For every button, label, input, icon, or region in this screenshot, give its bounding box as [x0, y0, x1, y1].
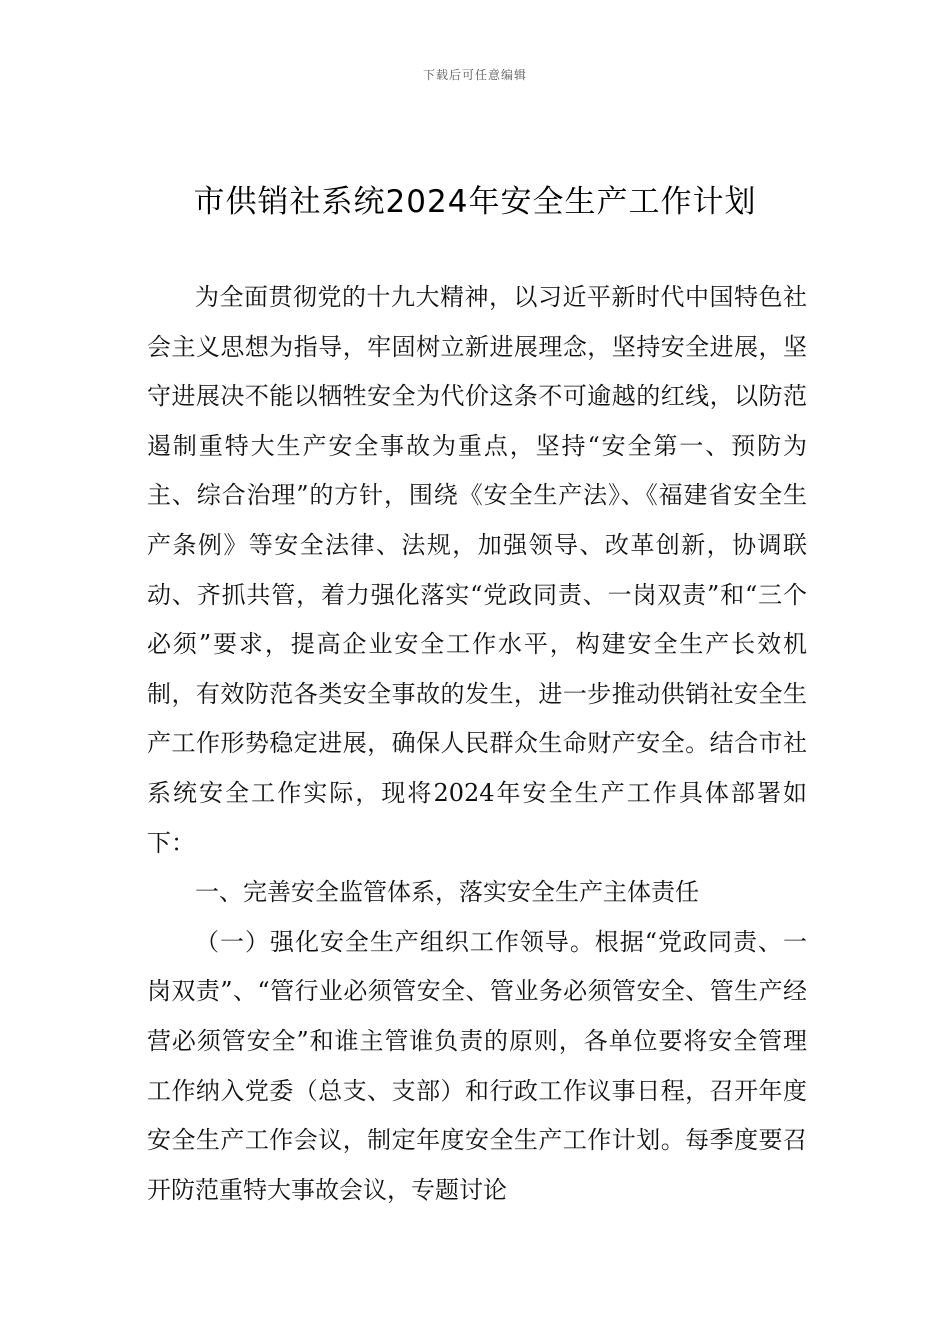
document-body [147, 273, 807, 1215]
intro-paragraph: 为全面贯彻党的十九大精神，以习近平新时代中国特色社会主义思想为指导，牢固树立新进展理念，坚持安全进展，坚守进展决不能以牺牲安全为代价这条不可逾越的红线，以防范遏制重特大生产安全事故为重点，坚持“安全第一、预防为主、综合治理”的方针，围绕《安全生产法》、《福建省安全生产条例》等安全法律、法规，加强领导、改革创新，协调联动、齐抓共管，着力强化落实“党政同责、一岗双责”和“三个必须”要求，提高企业安全工作水平，构建安全生产长效机制，有效防范各类安全事故的发生，进一步推动供销社安全生产工作形势稳定进展，确保人民群众生命财产安全。结合市社系统安全工作实际，现将2024年安全生产工作具体部署如下： [147, 283, 807, 857]
section-1-heading: 一、完善安全监管体系，落实安全生产主体责任 [195, 878, 699, 907]
section-1-item-1-paragraph: （一）强化安全生产组织工作领导。根据“党政同责、一岗双责”、“管行业必须管安全、管业务必须管安全、管生产经营必须管安全”和谁主管谁负责的原则，各单位要将安全管理工作纳入党委（总支、支部）和行政工作议事日程，召开年度安全生产工作会议，制定年度安全生产工作计划。每季度要召开防范重特大事故会议，专题讨论 [147, 927, 807, 1204]
document-title: 市供销社系统2024年安全生产工作计划 [193, 184, 757, 220]
header-note: 下载后可任意编辑 [422, 68, 527, 82]
